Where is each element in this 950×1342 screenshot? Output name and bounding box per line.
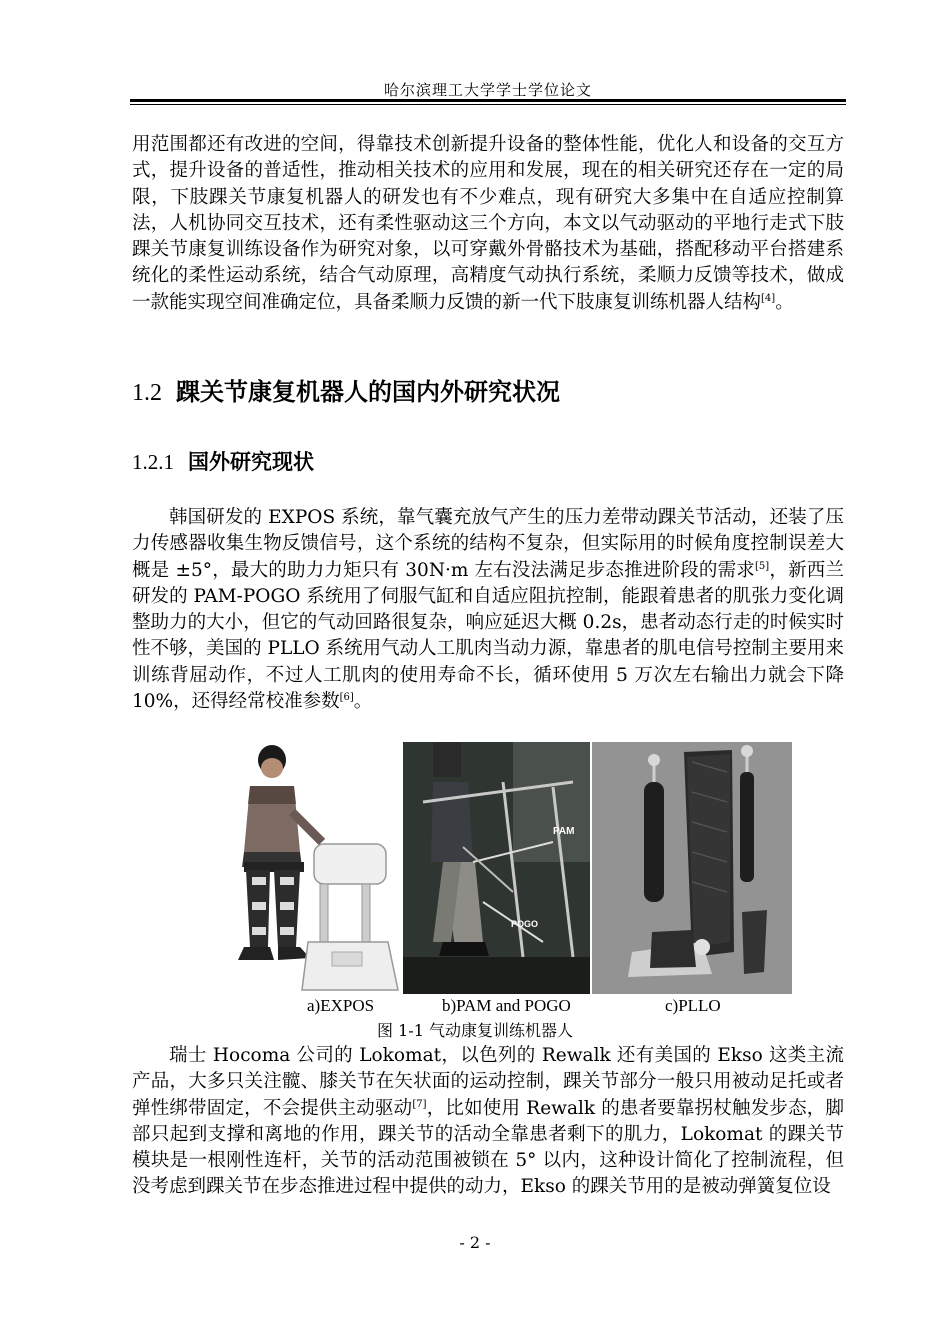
citation-6: [6] (339, 691, 354, 703)
section-title: 踝关节康复机器人的国内外研究状况 (176, 377, 560, 406)
figure-caption: 图 1-1 气动康复训练机器人 (377, 1021, 573, 1040)
paragraph-2-text-b: ，新西兰研发的 PAM-POGO 系统用了伺服气缸和自适应阻抗控制，能跟着患者的肌张力变化调整助力的大小，但它的气动回路很复杂，响应延迟大概 0.2s，患者动态行走的时候实时性不够，美国的 PLLO 系统用气动人工肌肉当动力源，靠患者的肌电信号控制主要用来训练背屈动作，不过人工肌肉的使用寿命不长，循环使用 5 万次左右输出力就会下降 10%，还得经常校准参数 (132, 559, 844, 713)
running-header: 哈尔滨理工大学学士学位论文 (383, 81, 592, 99)
figure-pam-pogo-image (403, 742, 590, 994)
figure-sublabel-c: c)PLLO (665, 996, 721, 1015)
paragraph-2-text-a: 韩国研发的 EXPOS 系统，靠气囊充放气产生的压力差带动踝关节活动，还装了压力传感器收集生物反馈信号，这个系统的结构不复杂，但实际用的时候角度控制误差大概是 ±5°，最大的助力力矩只有 30N·m 左右没法满足步态推进阶段的需求 (132, 507, 844, 581)
citation-5: [5] (755, 560, 770, 572)
subsection-title: 国外研究现状 (188, 449, 314, 474)
paragraph-2-end: 。 (353, 691, 373, 713)
pllo-illustration (592, 742, 792, 994)
expos-illustration (222, 742, 400, 994)
section-heading-1-2 (132, 372, 560, 407)
pam-overlay-label: PAM (553, 826, 575, 837)
figure-sublabel-b: b)PAM and POGO (442, 996, 571, 1015)
header-rule (130, 99, 846, 102)
paragraph-2 (132, 505, 844, 715)
pam-pogo-illustration (403, 742, 590, 994)
paragraph-3-text-b: ，比如使用 Rewalk 的患者要靠拐杖触发步态，脚部只起到支撑和离地的作用，踝关节的活动全靠患者剩下的肌力，Lokomat 的踝关节模块是一根刚性连杆，关节的活动范围被锁在 5° 以内，这种设计简化了控制流程，但没考虑到踝关节在步态推进过程中提供的动力，Ekso 的踝关节用的是被动弹簧复位设 (132, 1097, 844, 1198)
figure-sublabel-a: a)EXPOS (307, 996, 375, 1015)
citation-7: [7] (412, 1098, 427, 1110)
figure-expos-image (222, 742, 400, 994)
citation-4: [4] (761, 292, 776, 304)
section-heading-1-2-1 (132, 446, 314, 476)
subsection-number: 1.2.1 (132, 450, 174, 474)
header-rule-thin (130, 104, 846, 105)
pogo-overlay-label: POGO (511, 919, 539, 929)
page-number: - 2 - (459, 1233, 491, 1252)
paragraph-1-end: 。 (775, 291, 794, 313)
section-number: 1.2 (132, 380, 162, 406)
figure-pllo-image (592, 742, 792, 994)
paragraph-3 (132, 1043, 844, 1201)
paragraph-3-text-a: 瑞士 Hocoma 公司的 Lokomat，以色列的 Rewalk 还有美国的 Ekso 这类主流产品，大多只关注髋、膝关节在矢状面的运动控制，踝关节部分一般只用被动足托或者弹性绑带固定，不会提供主动驱动 (132, 1045, 844, 1119)
paragraph-1 (132, 132, 844, 316)
paragraph-1-text: 用范围都还有改进的空间，得靠技术创新提升设备的整体性能，优化人和设备的交互方式，提升设备的普适性，推动相关技术的应用和发展，现在的相关研究还存在一定的局限，下肢踝关节康复机器人的研发也有不少难点，现有研究大多集中在自适应控制算法，人机协同交互技术，还有柔性驱动这三个方向，本文以气动驱动的平地行走式下肢踝关节康复训练设备作为研究对象，以可穿戴外骨骼技术为基础，搭配移动平台搭建系统化的柔性运动系统，结合气动原理，高精度气动执行系统，柔顺力反馈等技术，做成一款能实现空间准确定位，具备柔顺力反馈的新一代下肢康复训练机器人结构 (132, 134, 844, 313)
